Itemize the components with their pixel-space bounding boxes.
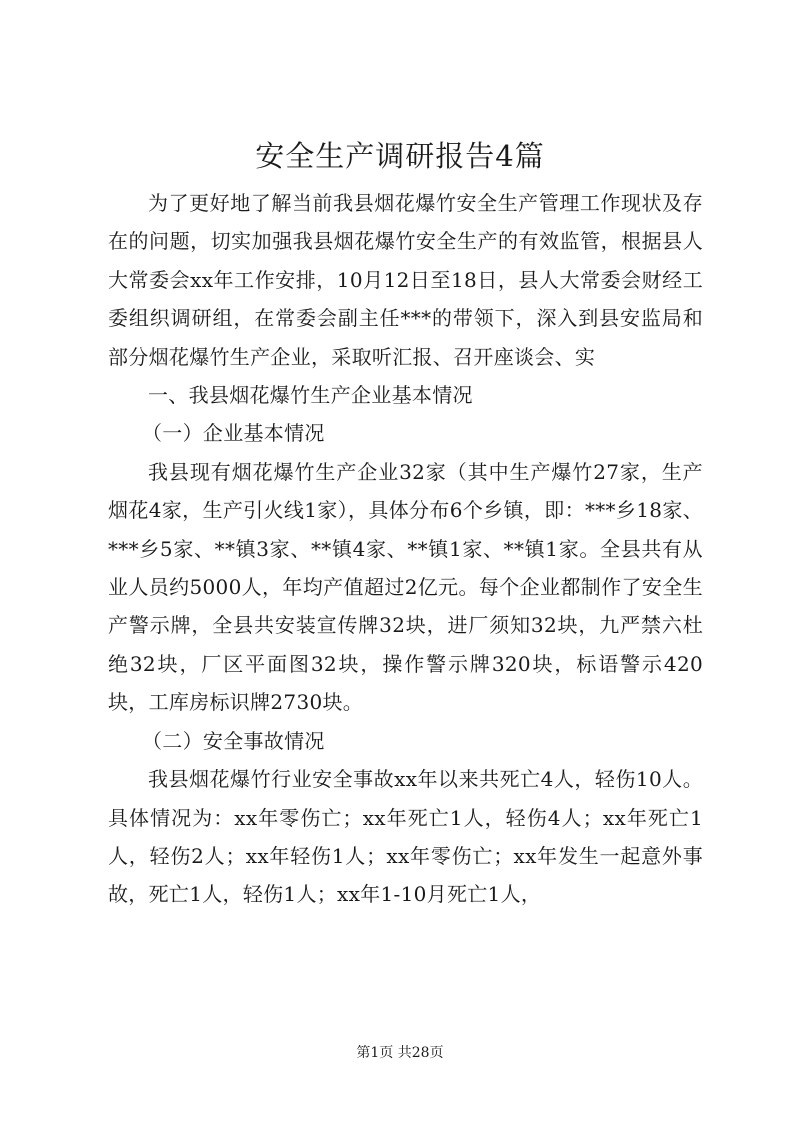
subsection-heading-1: （一）企业基本情况	[142, 421, 325, 446]
intro-paragraph: 为了更好地了解当前我县烟花爆竹安全生产管理工作现状及存在的问题，切实加强我县烟花爆竹安全生产的有效监管，根据县人大常委会xx年工作安排，10月12日至18日，县人大常委会财经工委组织调研组，在常委会副主任***的带领下，深入到县安监局和部分烟花爆竹生产企业，采取听汇报、召开座谈会、实	[108, 191, 703, 369]
document-body	[108, 184, 703, 914]
accident-paragraph: 我县烟花爆竹行业安全事故xx年以来共死亡4人，轻伤10人。具体情况为：xx年零伤亡；xx年死亡1人，轻伤4人；xx年死亡1人，轻伤2人；xx年轻伤1人；xx年零伤亡；xx年发生一起意外事故，死亡1人，轻伤1人；xx年1-10月死亡1人，	[108, 767, 703, 907]
document-title: 安全生产调研报告4篇	[255, 139, 545, 173]
subsection-heading-2: （二）安全事故情况	[142, 728, 325, 753]
page-footer: 第1页 共28页	[356, 1045, 444, 1061]
enterprise-paragraph: 我县现有烟花爆竹生产企业32家（其中生产爆竹27家，生产烟花4家，生产引火线1家），具体分布6个乡镇，即：***乡18家、***乡5家、**镇3家、**镇4家、**镇1家、**镇1家。全县共有从业人员约5000人，年均产值超过2亿元。每个企业都制作了安全生产警示牌，全县共安装宣传牌32块，进厂须知32块，九严禁六杜绝32块，厂区平面图32块，操作警示牌320块，标语警示420块，工库房标识牌2730块。	[108, 459, 703, 715]
section-heading-1: 一、我县烟花爆竹生产企业基本情况	[148, 383, 473, 408]
